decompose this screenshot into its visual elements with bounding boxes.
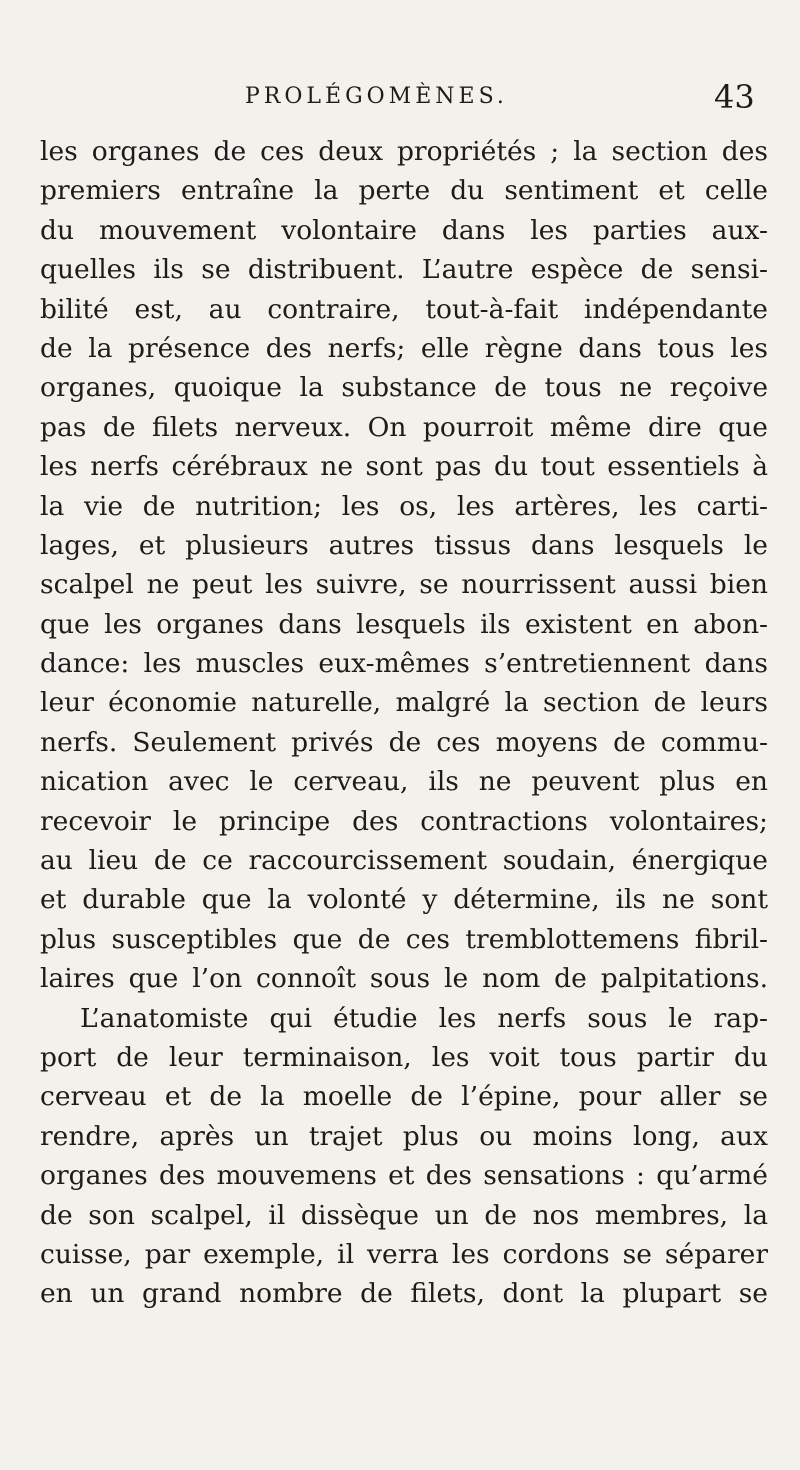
text-line: scalpel ne peut les suivre, se nourrissent aussi bien [40,569,768,601]
text-line: rendre, après un trajet plus ou moins long, aux [40,1120,768,1152]
text-line: en un grand nombre de filets, dont la plupart se [40,1278,768,1310]
text-line: de son scalpel, il dissèque un de nos membres, la [40,1199,768,1231]
text-line: pas de filets nerveux. On pourroit même dire que [40,411,768,443]
text-line: laires que l’on connoît sous le nom de palpitations. [40,963,768,995]
text-line: au lieu de ce raccourcissement soudain, énergique [40,845,768,877]
text-line: recevoir le principe des contractions volontaires; [40,805,768,837]
text-line: port de leur terminaison, les voit tous partir du [40,1041,768,1073]
text-line: les nerfs cérébraux ne sont pas du tout essentiels à [40,451,768,483]
body-text [40,132,768,1314]
text-line: de la présence des nerfs; elle règne dans tous les [40,332,768,364]
text-line: les organes de ces deux propriétés ; la section des [40,136,768,167]
running-head [0,78,800,118]
text-line: la vie de nutrition; les os, les artères, les carti- [40,490,768,522]
text-line: du mouvement volontaire dans les parties aux- [40,214,768,246]
text-line: organes, quoique la substance de tous ne reçoive [40,372,768,404]
text-line: premiers entraîne la perte du sentiment et celle [40,175,768,207]
text-line: bilité est, au contraire, tout-à-fait indépendante [40,293,768,325]
text-line: cuisse, par exemple, il verra les cordons se séparer [40,1238,768,1270]
text-line: cerveau et de la moelle de l’épine, pour aller se [40,1081,768,1113]
text-line-paragraph-start: L’anatomiste qui étudie les nerfs sous le rap- [80,1002,768,1034]
running-title: PROLÉGOMÈNES. [245,84,508,109]
text-line: lages, et plusieurs autres tissus dans lesquels le [40,529,768,561]
text-line: plus susceptibles que de ces tremblottemens fibril- [40,923,768,955]
page-number: 43 [714,78,755,116]
text-line: organes des mouvemens et des sensations : qu’armé [40,1160,768,1192]
text-line: dance: les muscles eux-mêmes s’entretiennent dans [40,648,768,680]
text-line: quelles ils se distribuent. L’autre espèce de sensi- [40,254,768,286]
text-line: leur économie naturelle, malgré la section de leurs [40,687,768,719]
text-line: nerfs. Seulement privés de ces moyens de commu- [40,726,768,758]
text-line: que les organes dans lesquels ils existent en abon- [40,608,768,640]
text-line: nication avec le cerveau, ils ne peuvent plus en [40,766,768,798]
text-line: et durable que la volonté y détermine, ils ne sont [40,884,768,916]
